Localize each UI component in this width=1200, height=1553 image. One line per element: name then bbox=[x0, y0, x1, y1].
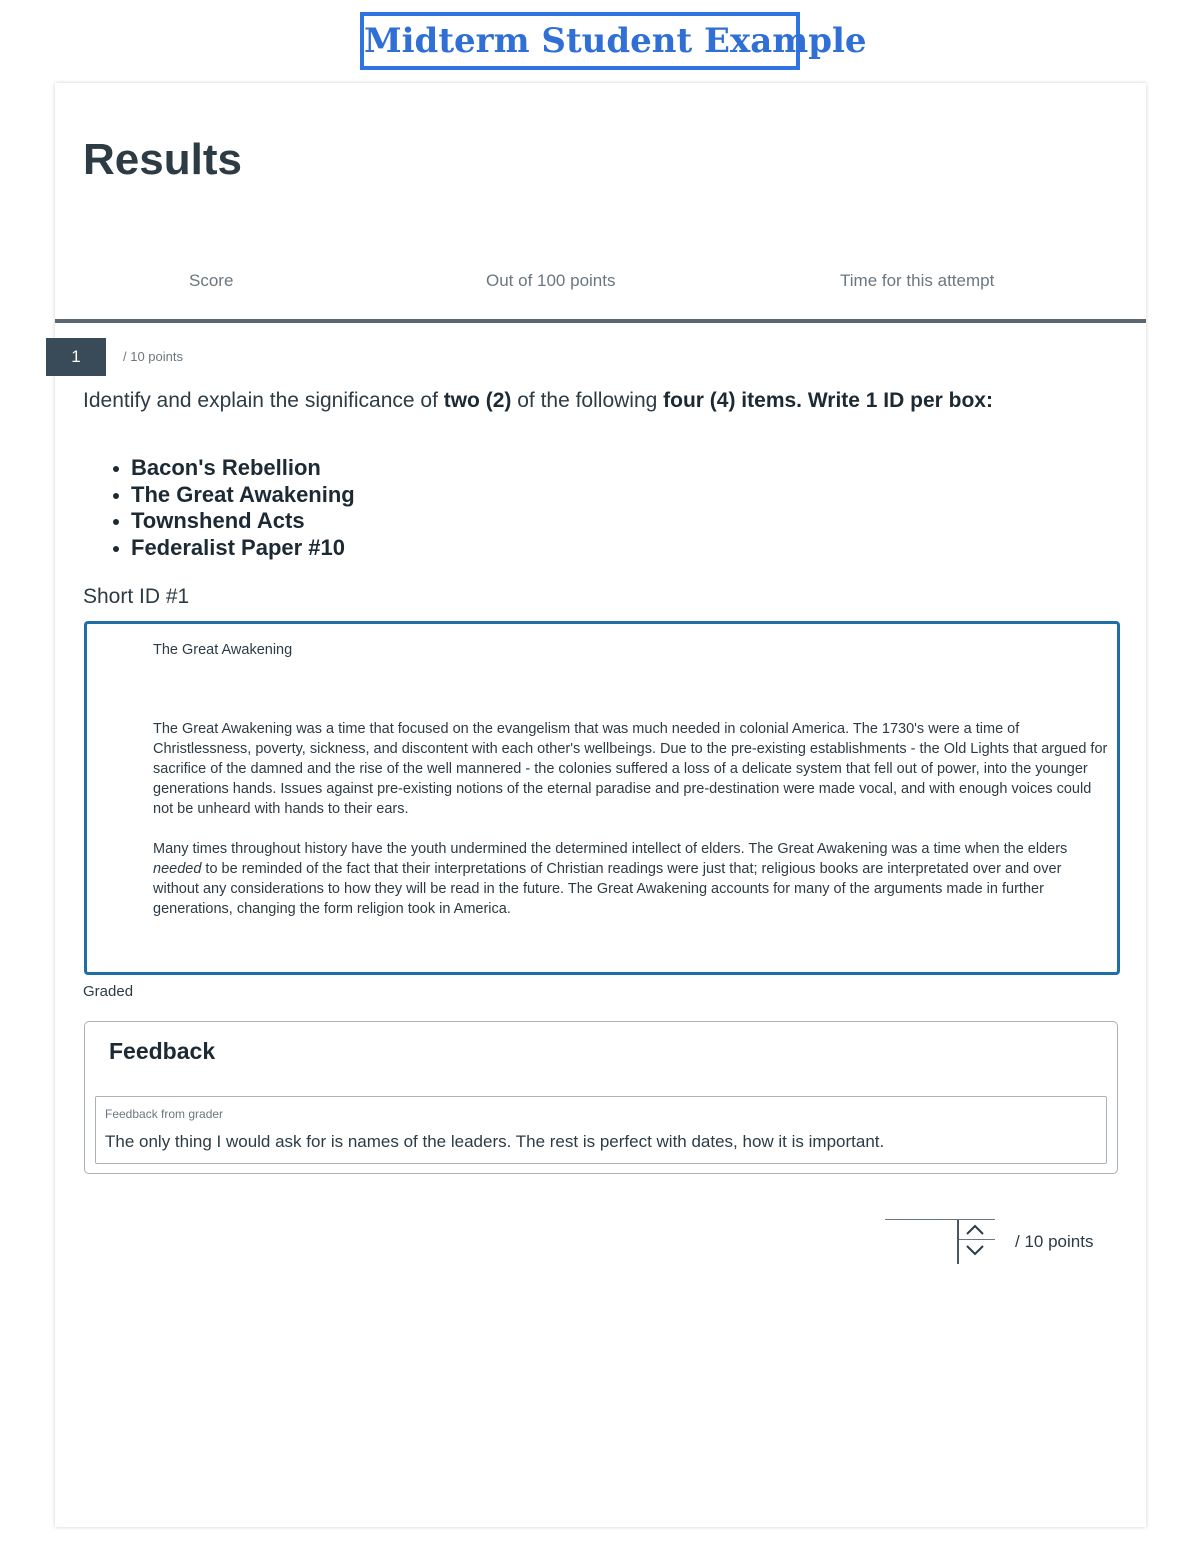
score-label: Score bbox=[189, 271, 234, 290]
answer-heading: The Great Awakening bbox=[153, 642, 293, 658]
results-divider bbox=[55, 319, 1146, 323]
time-for-attempt-label: Time for this attempt bbox=[840, 271, 995, 290]
prompt-bold-2: four (4) items. Write 1 ID per box: bbox=[663, 389, 993, 412]
graded-status: Graded bbox=[83, 983, 134, 1000]
prompt-bold-1: two (2) bbox=[443, 389, 512, 412]
question-number-badge: 1 bbox=[46, 338, 106, 376]
answer-emphasis: needed bbox=[153, 861, 202, 877]
list-item: Federalist Paper #10 bbox=[131, 535, 355, 562]
stepper-middle-line bbox=[959, 1239, 995, 1240]
answer-box[interactable] bbox=[84, 621, 1120, 975]
answer-paragraph-2-start: Many times throughout history have the youth undermined the determined intellect of elders. The Great Awakening was a time when the elders bbox=[153, 841, 1068, 857]
midterm-example-stamp: Midterm Student Example bbox=[360, 12, 800, 70]
feedback-panel bbox=[84, 1021, 1118, 1174]
stepper-divider bbox=[957, 1220, 959, 1264]
chevron-up-icon[interactable] bbox=[963, 1222, 987, 1237]
grader-feedback-box bbox=[95, 1096, 1107, 1164]
feedback-title: Feedback bbox=[109, 1038, 216, 1064]
page-title: Results bbox=[83, 135, 242, 184]
list-item: The Great Awakening bbox=[131, 481, 355, 507]
chevron-down-icon[interactable] bbox=[963, 1243, 987, 1258]
score-input[interactable] bbox=[885, 1219, 995, 1220]
answer-paragraph-2-end: to be reminded of the fact that their interpretations of Christian readings were just that; religious books are interpretated over and over without any considerations to how they will be read in the future. The Great Awakening accounts for many of the arguments made in further generations, changing the form religion took in America. bbox=[153, 861, 1062, 917]
list-item: Bacon's Rebellion bbox=[131, 455, 355, 482]
feedback-from-grader-label: Feedback from grader bbox=[105, 1107, 224, 1121]
results-sheet bbox=[55, 83, 1146, 1527]
item-list bbox=[131, 455, 355, 561]
score-out-of: / 10 points bbox=[1015, 1232, 1094, 1251]
question-points: / 10 points bbox=[123, 349, 183, 364]
answer-content bbox=[153, 640, 1109, 939]
prompt-text-2: of the following bbox=[511, 389, 664, 412]
out-of-points-label: Out of 100 points bbox=[486, 271, 616, 290]
prompt-text-1: Identify and explain the significance of bbox=[83, 389, 444, 412]
score-entry bbox=[885, 1218, 1115, 1266]
answer-paragraph-2 bbox=[153, 839, 1109, 919]
grader-feedback-text: The only thing I would ask for is names of the leaders. The rest is perfect with dates, how it is important. bbox=[105, 1132, 885, 1151]
short-id-label: Short ID #1 bbox=[83, 585, 190, 608]
list-item: Townshend Acts bbox=[131, 508, 355, 535]
answer-paragraph-1: The Great Awakening was a time that focused on the evangelism that was much needed in colonial America. The 1730's were a time of Christlessness, poverty, sickness, and discontent with each other's wellbeings. Due to the pre-existing establishments - the Old Lights that argued for sacrifice of the damned and the rise of the well mannered - the colonies suffered a loss of a delicate system that fell out of power, into the younger generations hands. Issues against pre-existing notions of the eternal paradise and pre-destination were made vocal, and with enough voices could not be unheard with hands to their ears. bbox=[153, 721, 1108, 817]
question-prompt bbox=[83, 389, 993, 413]
